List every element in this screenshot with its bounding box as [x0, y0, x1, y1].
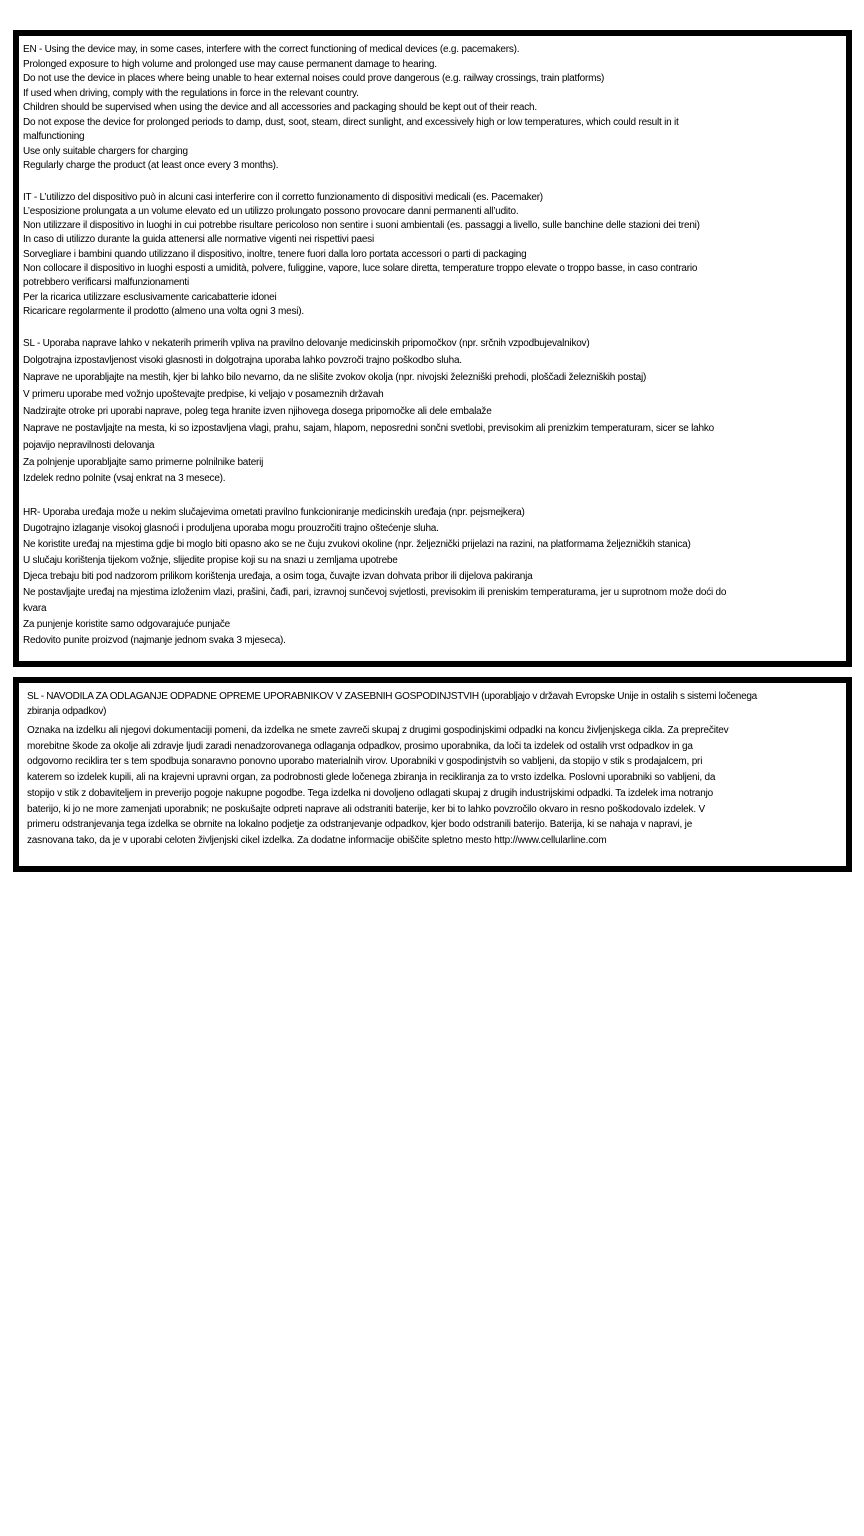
- safety-warning-line: Children should be supervised when using the device and all accessories and packaging should be kept out of their reach.: [23, 102, 537, 113]
- safety-warning-line: Dugotrajno izlaganje visokoj glasnoći i produljena uporaba mogu prouzročiti trajno oštećenje sluha.: [23, 523, 439, 535]
- safety-warning-line: Use only suitable chargers for charging: [23, 145, 188, 157]
- disposal-body-line: stopijo v stik z dobaviteljem in preverijo pogoje nakupne pogodbe. Tega izdelka ni dovoljeno odlagati skupaj z drugih industrijskimi odpadki. Ta izdelek ima notranjo: [27, 787, 713, 799]
- safety-section-sl: [23, 336, 838, 488]
- safety-section-en: [23, 43, 838, 174]
- safety-warning-line: Sorvegliare i bambini quando utilizzano il dispositivo, inoltre, tenere fuori dalla loro portata accessori o parti di packaging: [23, 248, 527, 260]
- safety-warning-line: Non collocare il dispositivo in luoghi esposti a umidità, polvere, fuliggine, vapore, luce solare diretta, temperature troppo elevate o troppo basse, in caso contrario: [23, 262, 698, 274]
- disposal-body-line: primeru odstranjevanja tega izdelka se obrnite na lokalno podjetje za odstranjevanje odpadkov, kjer bodo odstranili baterijo. Baterija, ki se nahaja v napravi, je: [27, 819, 693, 831]
- safety-warning-line: Ricaricare regolarmente il prodotto (almeno una volta ogni 3 mesi).: [23, 305, 304, 317]
- disposal-title: [27, 689, 838, 719]
- safety-warning-line: SL - Uporaba naprave lahko v nekaterih primerih vpliva na pravilno delovanje medicinskih pripomočkov (npr. srčnih vzpodbujevalnikov): [23, 338, 590, 350]
- disposal-instructions-box: [13, 677, 852, 872]
- safety-warning-line: Non utilizzare il dispositivo in luoghi in cui potrebbe risultare pericoloso non sentire i suoni ambientali (es. passaggi a livello, sulle banchine delle stazioni dei treni): [23, 220, 700, 232]
- safety-warning-line: Naprave ne uporabljajte na mestih, kjer bi lahko bilo nevarno, da ne slišite zvokov okolja (npr. nivojski železniški prehodi, ploščadi železniških postaj): [23, 371, 647, 383]
- safety-warning-line: Ne postavljajte uređaj na mjestima izloženim vlazi, prašini, čađi, pari, izravnoj sunčevoj svjetlosti, previsokim ili preniskim temperaturama, jer u suprotnom može doći do: [23, 587, 727, 599]
- safety-warning-line: If used when driving, comply with the regulations in force in the relevant country.: [23, 87, 359, 99]
- safety-warning-line: Izdelek redno polnite (vsaj enkrat na 3 mesece).: [23, 473, 226, 485]
- safety-section-hr: [23, 505, 838, 649]
- safety-warning-line: Naprave ne postavljajte na mesta, ki so izpostavljena vlagi, prahu, sajam, hlapom, neposredni sončni svetlobi, previsokim ali prenizkim temperaturam, sicer se lahko: [23, 422, 714, 434]
- safety-warning-line: U slučaju korištenja tijekom vožnje, slijedite propise koji su na snazi u zemljama upotrebe: [23, 555, 398, 567]
- safety-warning-line: HR- Uporaba uređaja može u nekim slučajevima ometati pravilno funkcioniranje medicinskih uređaja (npr. pejsmejkera): [23, 507, 525, 519]
- safety-warning-line: Nadzirajte otroke pri uporabi naprave, poleg tega hranite izven njihovega dosega pripomočke ali dele embalaže: [23, 405, 492, 417]
- safety-section-it: [23, 191, 838, 320]
- safety-warning-line: Do not use the device in places where being unable to hear external noises could prove dangerous (e.g. railway crossings, train platforms): [23, 73, 605, 84]
- safety-warning-line: pojavijo nepravilnosti delovanja: [23, 439, 155, 451]
- safety-warning-line: V primeru uporabe med vožnjo upoštevajte predpise, ki veljajo v posameznih državah: [23, 388, 384, 400]
- safety-warning-line: Regularly charge the product (at least once every 3 months).: [23, 160, 279, 171]
- safety-warning-line: potrebbero verificarsi malfunzionamenti: [23, 277, 189, 289]
- safety-warning-line: Do not expose the device for prolonged periods to damp, dust, soot, steam, direct sunlight, and excessively high or low temperatures, which could result in it: [23, 116, 679, 128]
- safety-warning-line: kvara: [23, 603, 47, 615]
- safety-warning-line: Prolonged exposure to high volume and prolonged use may cause permanent damage to hearing.: [23, 58, 437, 70]
- safety-warning-line: In caso di utilizzo durante la guida attenersi alle normative vigenti nei rispettivi paesi: [23, 234, 374, 246]
- disposal-body: [27, 723, 838, 849]
- safety-warning-line: Per la ricarica utilizzare esclusivamente caricabatterie idonei: [23, 291, 277, 303]
- safety-warning-line: L’esposizione prolungata a un volume elevato ed un utilizzo prolungato possono provocare danni permanenti all’udito.: [23, 205, 519, 217]
- safety-warning-line: malfunctioning: [23, 131, 85, 142]
- disposal-title-line: zbiranja odpadkov): [27, 706, 107, 717]
- safety-warning-line: Za punjenje koristite samo odgovarajuće punjače: [23, 619, 231, 631]
- disposal-body-line: odgovorno reciklira ter s tem spodbuja sonaravno ponovno uporabo materialnih virov. Uporabniki v gospodinjstvih so vabljeni, da stopijo v stik s prodajalcem, pri: [27, 756, 703, 768]
- safety-warning-line: Dolgotrajna izpostavljenost visoki glasnosti in dolgotrajna uporaba lahko povzroči trajno poškodbo sluha.: [23, 355, 462, 367]
- safety-warning-line: Djeca trebaju biti pod nadzorom prilikom korištenja uređaja, a osim toga, čuvajte izvan dohvata pribor ili dijelova pakiranja: [23, 571, 533, 583]
- disposal-body-line: morebitne škode za okolje ali zdravje ljudi zaradi nenadzorovanega odlaganja odpadkov, prosimo uporabnika, da loči ta izdelek od ostalih vrst odpadkov in ga: [27, 740, 693, 752]
- safety-warning-line: EN - Using the device may, in some cases, interfere with the correct functioning of medical devices (e.g. pacemakers).: [23, 44, 520, 55]
- safety-warning-line: Za polnjenje uporabljajte samo primerne polnilnike baterij: [23, 456, 264, 468]
- disposal-title-line: SL - NAVODILA ZA ODLAGANJE ODPADNE OPREME UPORABNIKOV V ZASEBNIH GOSPODINJSTVIH (uporabljajo v državah Evropske Unije in ostalih s sistemi ločenega: [27, 691, 757, 702]
- safety-warning-line: Redovito punite proizvod (najmanje jednom svaka 3 mjeseca).: [23, 635, 286, 647]
- disposal-body-line: baterijo, ki jo ne more zamenjati uporabnik; ne poskušajte odpreti naprave ali odstraniti baterije, ker bi to lahko povzročilo okvaro in resno poškodovalo izdelek. V: [27, 803, 705, 815]
- safety-warnings-box: [13, 30, 852, 667]
- disposal-body-line: zasnovana tako, da je v uporabi celoten življenjski cikel izdelka. Za dodatne informacije obiščite spletno mesto http://www.cellularline.com: [27, 834, 607, 846]
- disposal-body-line: Oznaka na izdelku ali njegovi dokumentaciji pomeni, da izdelka ne smete zavreči skupaj z drugimi gospodinjskimi odpadki na koncu življenjskega cikla. Za preprečitev: [27, 725, 729, 736]
- disposal-body-line: katerem so izdelek kupili, ali na krajevni upravni organ, za podrobnosti glede ločenega zbiranja in recikliranja za to vrsto izdelka. Poslovni uporabniki so vabljeni, da: [27, 772, 716, 784]
- safety-warning-line: Ne koristite uređaj na mjestima gdje bi moglo biti opasno ako se ne čuju zvukovi okoline (npr. željeznički prijelazi na razini, na platformama željezničkih stanica): [23, 539, 691, 551]
- safety-warning-line: IT - L’utilizzo del dispositivo può in alcuni casi interferire con il corretto funzionamento di dispositivi medicali (es. Pacemaker): [23, 191, 543, 203]
